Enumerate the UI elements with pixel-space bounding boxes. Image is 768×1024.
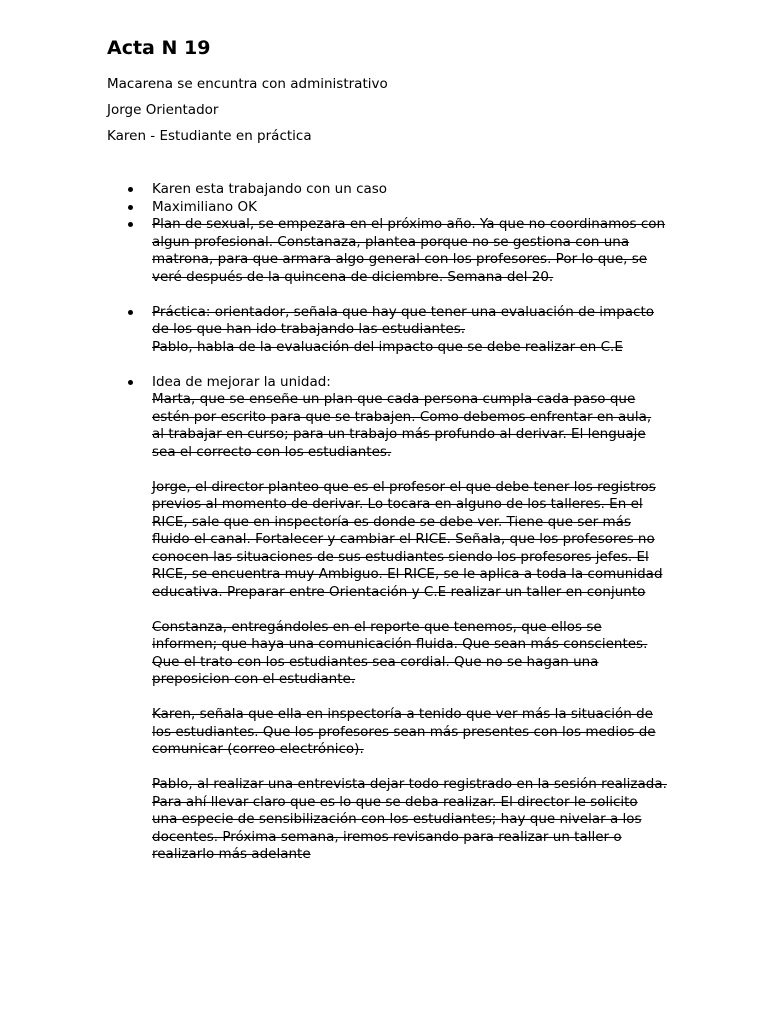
list-item-text: Plan de sexual, se empezara en el próximo año. Ya que no coordinamos con algun profesional. Constanaza, plantea porque no se gestiona con una matrona, para que armara algo general con los profesores. Por lo que, se veré después de la quincena de diciembre. Semana del 20. (152, 216, 666, 285)
list-item-text: Idea de mejorar la unidad: (152, 373, 331, 390)
paragraph: Pablo, al realizar una entrevista dejar todo registrado en la sesión realizada. Para ahí llevar claro que es lo que se deba realizar. El director le solicito una especie de sensibilización con los estudiantes; hay que nivelar a los docentes. Próxima semana, iremos revisando para realizar un taller o realizarlo más adelante (152, 776, 667, 862)
list-item (107, 374, 667, 864)
paragraph: Jorge, el director planteo que es el profesor el que debe tener los registros previos al momento de derivar. Lo tocara en alguno de los talleres. En el RICE, sale que en inspectoría es donde se debe ver. Tiene que ser más fluido el canal. Fortalecer y cambiar el RICE. Señala, que los profesores no conocen las situaciones de sus estudiantes siendo los profesores jefes. El RICE, se encuentra muy Ambiguo. El RICE, se le aplica a toda la comunidad educativa. Preparar entre Orientación y C.E realizar un taller en conjunto (152, 478, 663, 600)
list-item-text: Karen esta trabajando con un caso (152, 181, 388, 197)
attendee-line-2: Jorge Orientador (107, 102, 219, 118)
attendee-line-1: Macarena se encuntra con administrativo (107, 76, 388, 92)
bullet-icon (128, 187, 133, 192)
list-item (107, 199, 667, 217)
bullet-icon (128, 222, 133, 227)
paragraph: Constanza, entregándoles en el reporte que tenemos, que ellos se informen; que haya una comunicación fluida. Que sean más conscientes. Que el trato con los estudiantes sea cordial. Que no se hagan una preposicion con el estudiante. (152, 618, 648, 687)
bullet-icon (128, 205, 133, 210)
agenda-list (107, 181, 667, 864)
list-item-extra: Pablo, habla de la evaluación del impacto que se debe realizar en C.E (152, 338, 623, 355)
bullet-icon (128, 380, 133, 385)
attendee-line-3: Karen - Estudiante en práctica (107, 128, 312, 144)
list-item (107, 216, 667, 286)
document-title: Acta N 19 (107, 37, 211, 59)
paragraph: Karen, señala que ella en inspectoría a tenido que ver más la situación de los estudiantes. Que los profesores sean más presentes con los medios de comunicar (correo electrónico). (152, 706, 656, 757)
list-item (107, 304, 667, 357)
paragraph: Marta, que se enseñe un plan que cada persona cumpla cada paso que estén por escrito para que se trabajen. Como debemos enfrentar en aula, al trabajar en curso; para un trabajo más profundo al derivar. El lenguaje sea el correcto con los estudiantes. (152, 391, 652, 460)
list-item-text: Práctica: orientador, señala que hay que tener una evaluación de impacto de los que han ido trabajando las estudiantes. (152, 303, 655, 337)
list-item (107, 181, 667, 199)
list-item-text: Maximiliano OK (152, 198, 257, 215)
bullet-icon (128, 310, 133, 315)
